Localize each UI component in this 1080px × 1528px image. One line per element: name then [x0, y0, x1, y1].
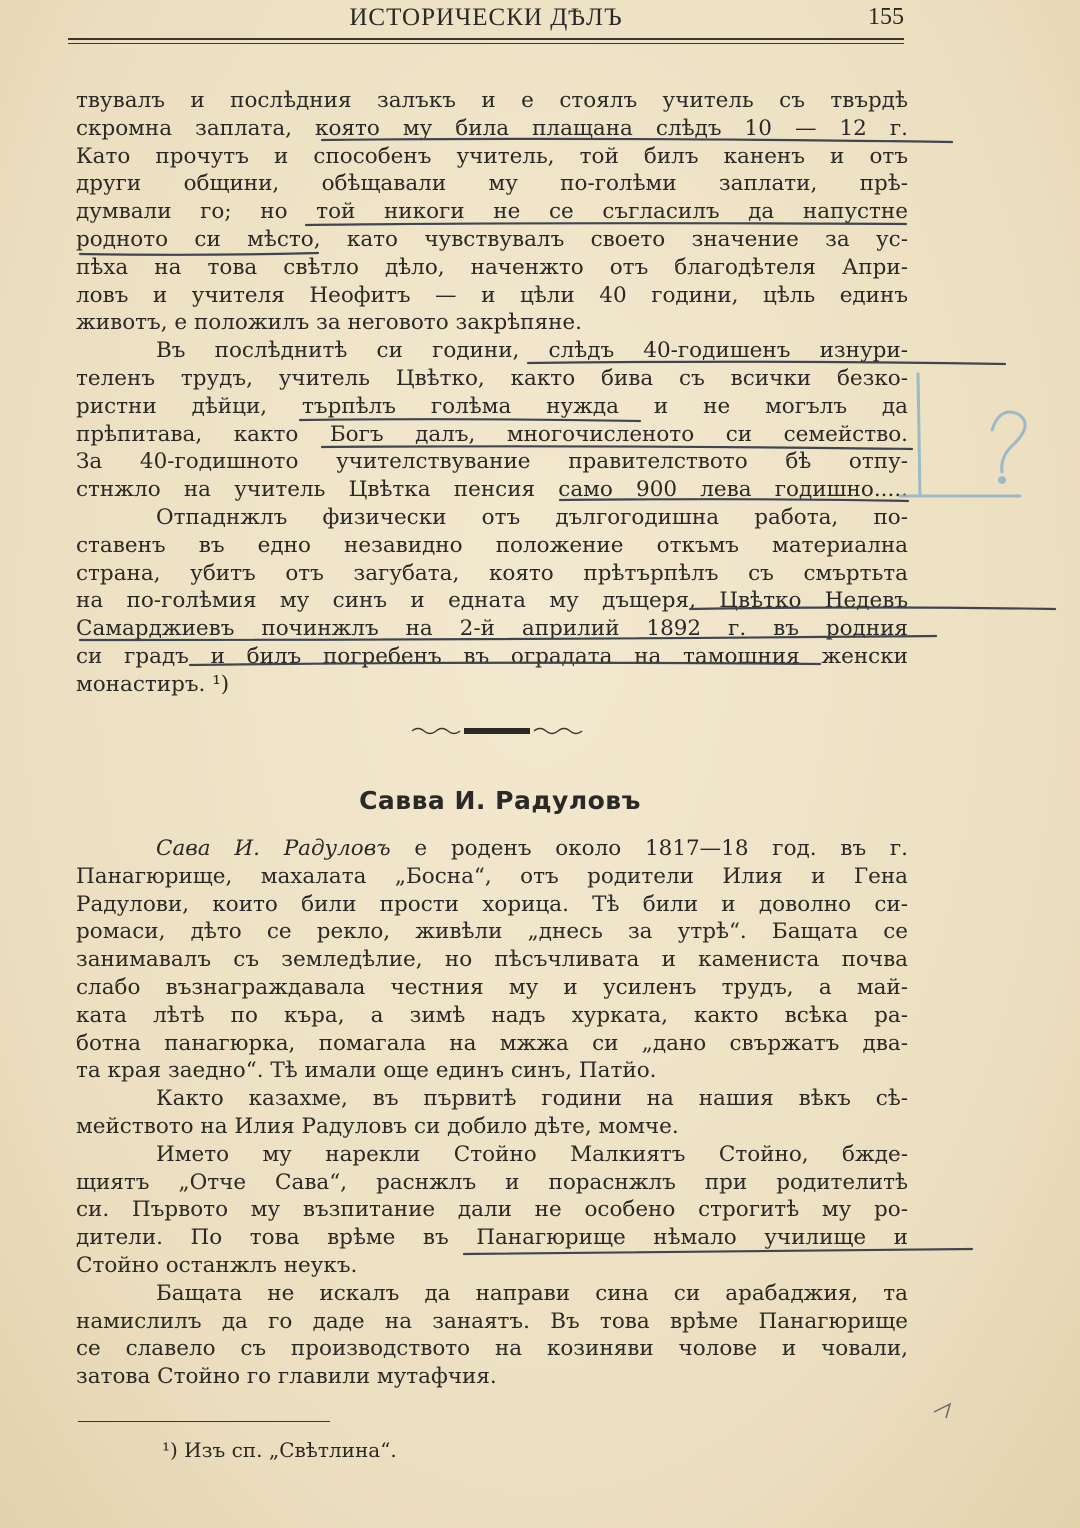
text-line: стнжло на учитель Цвѣтка пенсия само 900 лева годишно..... [76, 477, 908, 503]
text-block-biography [76, 835, 908, 1391]
text-line-first [76, 835, 908, 863]
text-line: та края заедно“. Тѣ имали още единъ синъ, Патйо. [76, 1058, 657, 1084]
text-line: ботна панагюрка, помагала на мжжа си „дано свържатъ два- [76, 1030, 908, 1056]
question-mark-dot [1000, 478, 1005, 483]
text-line: твувалъ и послѣдния залъкъ и е стоялъ учитель съ твърдѣ [76, 88, 908, 113]
text-line: мейството на Илия Радуловъ си добило дѣте, момче. [76, 1113, 679, 1139]
text-line: пѣха на това свѣтло дѣло, наченжто отъ благодѣтеля Апри- [76, 254, 908, 280]
header-rule-thin [68, 43, 904, 44]
text-line: За 40-годишното учителствувание правителството бѣ отпу- [76, 449, 908, 475]
text-line: Панагюрище, махалата „Босна“, отъ родители Илия и Гена [76, 863, 908, 889]
text-line: ловъ и учителя Неофитъ — и цѣли 40 години, цѣль единъ [76, 282, 908, 308]
text-line: ката лѣтѣ по кърa, а зимѣ надъ хурката, както всѣка ра- [76, 1002, 908, 1028]
text-line: страна, убитъ отъ загубата, която прѣтърпѣлъ съ смъртьта [76, 560, 908, 586]
text-line: Стойно останжлъ неукъ. [76, 1252, 358, 1278]
text-line: намислилъ да го даде на занаятъ. Въ това врѣме Панагюрище [76, 1308, 908, 1334]
text-line: други общини, обѣщавали му по-голѣми заплати, прѣ- [76, 171, 908, 197]
text-line: родното си мѣсто, като чувствувалъ своето значение за ус- [76, 226, 908, 252]
running-title: ИСТОРИЧЕСКИ ДѢЛЪ [349, 4, 623, 31]
text-line: затова Стойно го главили мутафчия. [76, 1364, 497, 1390]
text-line: си градъ и билъ погребенъ въ оградата на тамошния женски [76, 643, 908, 669]
text-line: Като прочутъ и способенъ учитель, той билъ каненъ и отъ [76, 143, 908, 169]
text-line: Името му нарекли Стойно Малкиятъ Стойно, бжде- [156, 1141, 908, 1167]
text-line: Въ послѣднитѣ си години, слѣдъ 40-годишенъ изнури- [156, 338, 908, 364]
text-line: теленъ трудъ, учитель Цвѣтко, както бива съ всички безко- [76, 365, 908, 391]
footnote-rule [78, 1421, 330, 1422]
text-line: Както казахме, въ първитѣ години на нашия вѣкъ сѣ- [156, 1086, 908, 1112]
text-line: занимавалъ съ земледѣлие, но пѣсъчливата и камениста почва [76, 947, 908, 973]
text-line: щиятъ „Отче Сава“, раснжлъ и пораснжлъ при родителитѣ [76, 1169, 908, 1195]
text-line: Отпаднжлъ физически отъ дългогодишна работа, по- [156, 504, 908, 530]
text-line: ромаси, дѣто се рекло, живѣли „днесь за утрѣ“. Бащата се [76, 919, 908, 945]
footnote: ¹) Изъ сп. „Свѣтлина“. [162, 1438, 397, 1462]
text-block-continuation [76, 87, 908, 699]
question-mark-annotation [992, 412, 1025, 472]
text-line: скромна заплата, която му била плащана слѣдъ 10 — 12 г. [76, 115, 908, 141]
text-line: Бащата не искалъ да направи сина си арабаджия, та [156, 1280, 908, 1306]
section-divider-ornament [410, 724, 586, 738]
text-line: Самарджиевъ починжлъ на 2-й априлий 1892 г. въ родния [76, 616, 908, 642]
text-line: прѣпитава, както Богъ далъ, многочисленото си семейство. [76, 421, 908, 447]
text-line: Радулови, които били прости хорица. Тѣ били и доволно си- [76, 891, 908, 917]
text-line: животъ, е положилъ за неговото закрѣпяне. [76, 310, 582, 336]
text-line: на по-голѣмия му синъ и едната му дъщеря, Цвѣтко Недевъ [76, 588, 908, 614]
text-line: слабо възнаграждавала честния му и усиленъ трудъ, а май- [76, 974, 908, 1000]
text-line: ристни дѣйци, търпѣлъ голѣма нужда и не могълъ да [76, 393, 908, 419]
text-line: се славело съ производството на козиняви чолове и човали, [76, 1336, 908, 1362]
section-heading: Савва И. Радуловъ [359, 786, 641, 815]
author-name: Сава И. Радуловъ [156, 836, 391, 861]
running-header [68, 2, 904, 36]
header-rule [68, 38, 904, 40]
text-fragment: е роденъ около 1817—18 год. въ г. [390, 836, 908, 861]
blue-margin-bracket [918, 374, 920, 496]
text-line: думвали го; но той никоги не се съгласилъ да напустне [76, 199, 908, 225]
text-line: монастиръ. ¹) [76, 671, 230, 697]
text-line: дители. По това врѣме въ Панагюрище нѣмало училище и [76, 1225, 908, 1251]
page-number: 155 [868, 4, 904, 30]
pencil-mark [934, 1404, 950, 1418]
text-line: си. Първото му възпитание дали не особено строгитѣ му ро- [76, 1197, 908, 1223]
text-line: ставенъ въ едно незавидно положение откъмъ материална [76, 532, 908, 558]
